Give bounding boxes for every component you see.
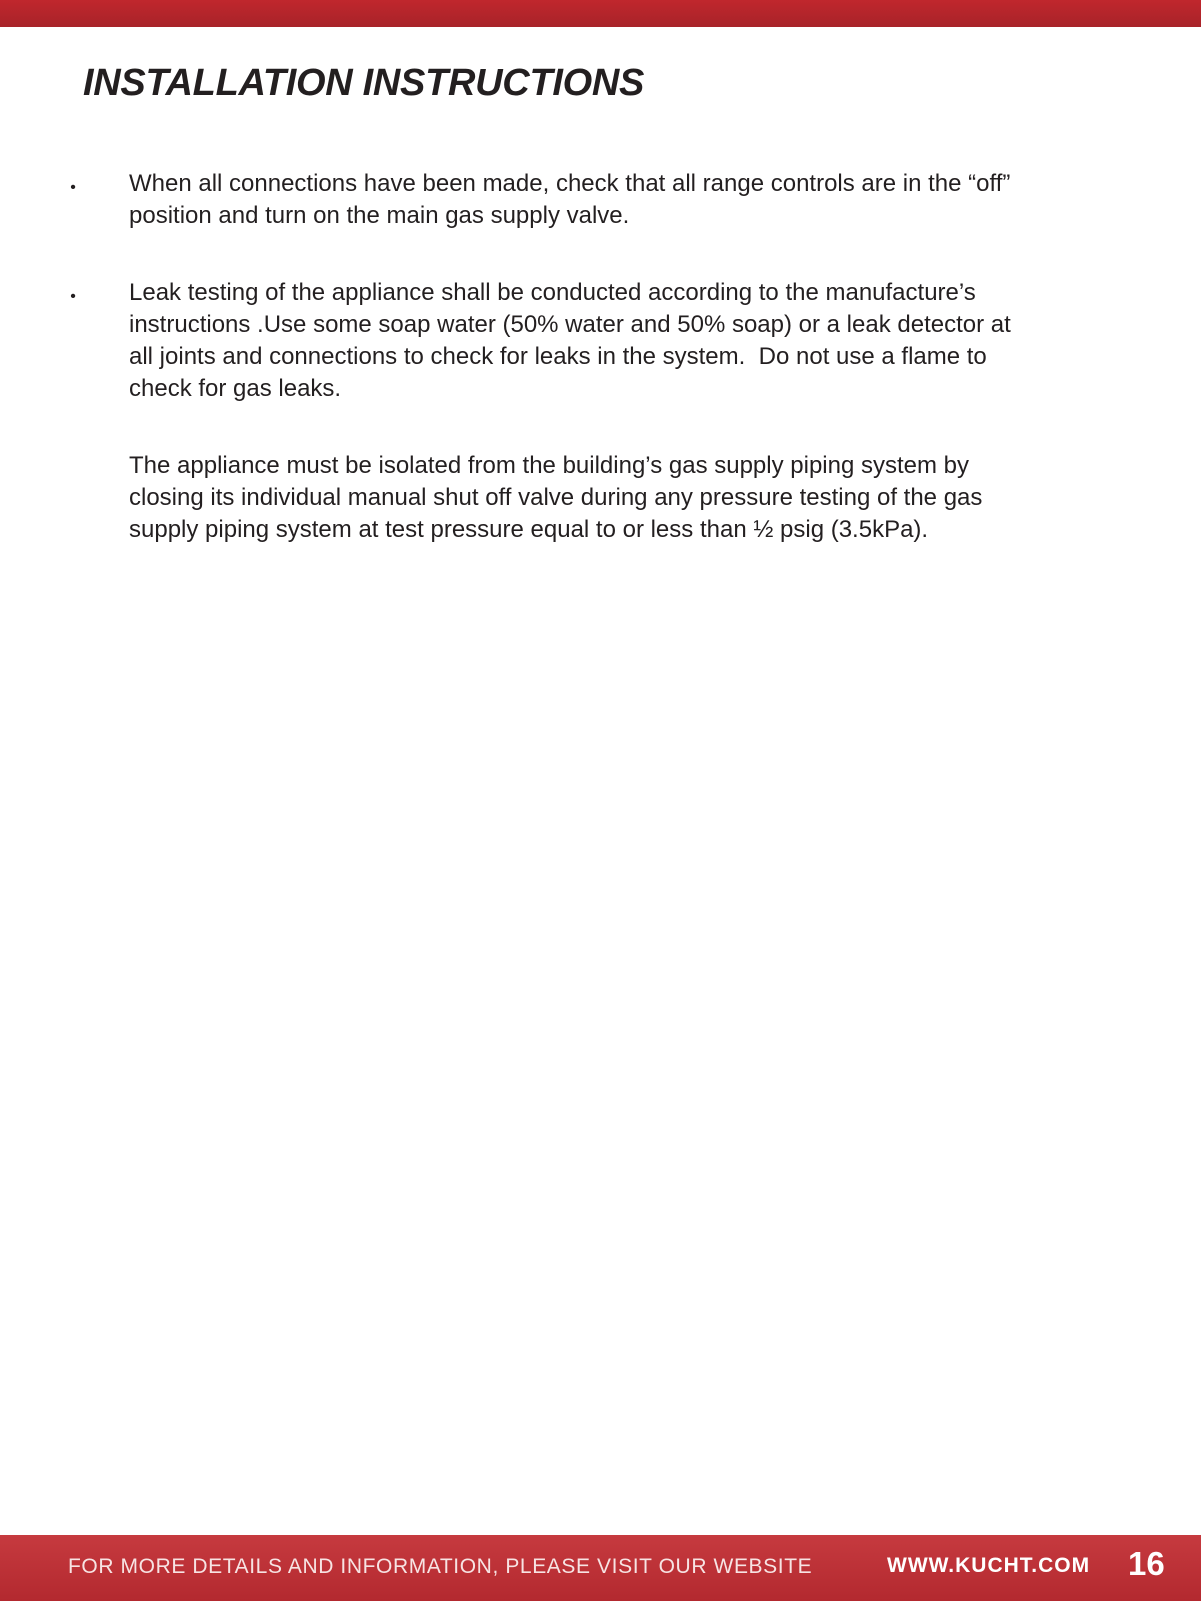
instruction-line: The appliance must be isolated from the building’s gas supply piping system by [129,452,970,479]
website-link[interactable]: WWW.KUCHT.COM [887,1554,1091,1577]
instruction-item-2 [129,277,1139,405]
bullet-marker: • [70,179,76,196]
footer-message: FOR MORE DETAILS AND INFORMATION, PLEASE VISIT OUR WEBSITE [68,1555,813,1578]
instruction-line: check for gas leaks. [129,375,342,402]
instruction-line: supply piping system at test pressure equal to or less than ½ psig (3.5kPa). [129,516,929,543]
footer-band [0,1535,1201,1601]
instruction-line: position and turn on the main gas supply valve. [129,202,630,229]
instruction-line: Leak testing of the appliance shall be conducted according to the manufacture’s [129,279,976,306]
page-number: 16 [1128,1545,1165,1582]
page-heading: INSTALLATION INSTRUCTIONS [83,62,645,104]
instruction-item-1 [129,168,1139,232]
top-brand-band [0,0,1201,27]
instruction-line: closing its individual manual shut off valve during any pressure testing of the gas [129,484,983,511]
instruction-line: all joints and connections to check for leaks in the system. Do not use a flame to [129,343,987,370]
instruction-line: When all connections have been made, check that all range controls are in the “off” [129,170,1011,197]
bullet-marker: • [70,288,76,305]
instruction-item-3 [129,450,1139,546]
instruction-line: instructions .Use some soap water (50% water and 50% soap) or a leak detector at [129,311,1011,338]
